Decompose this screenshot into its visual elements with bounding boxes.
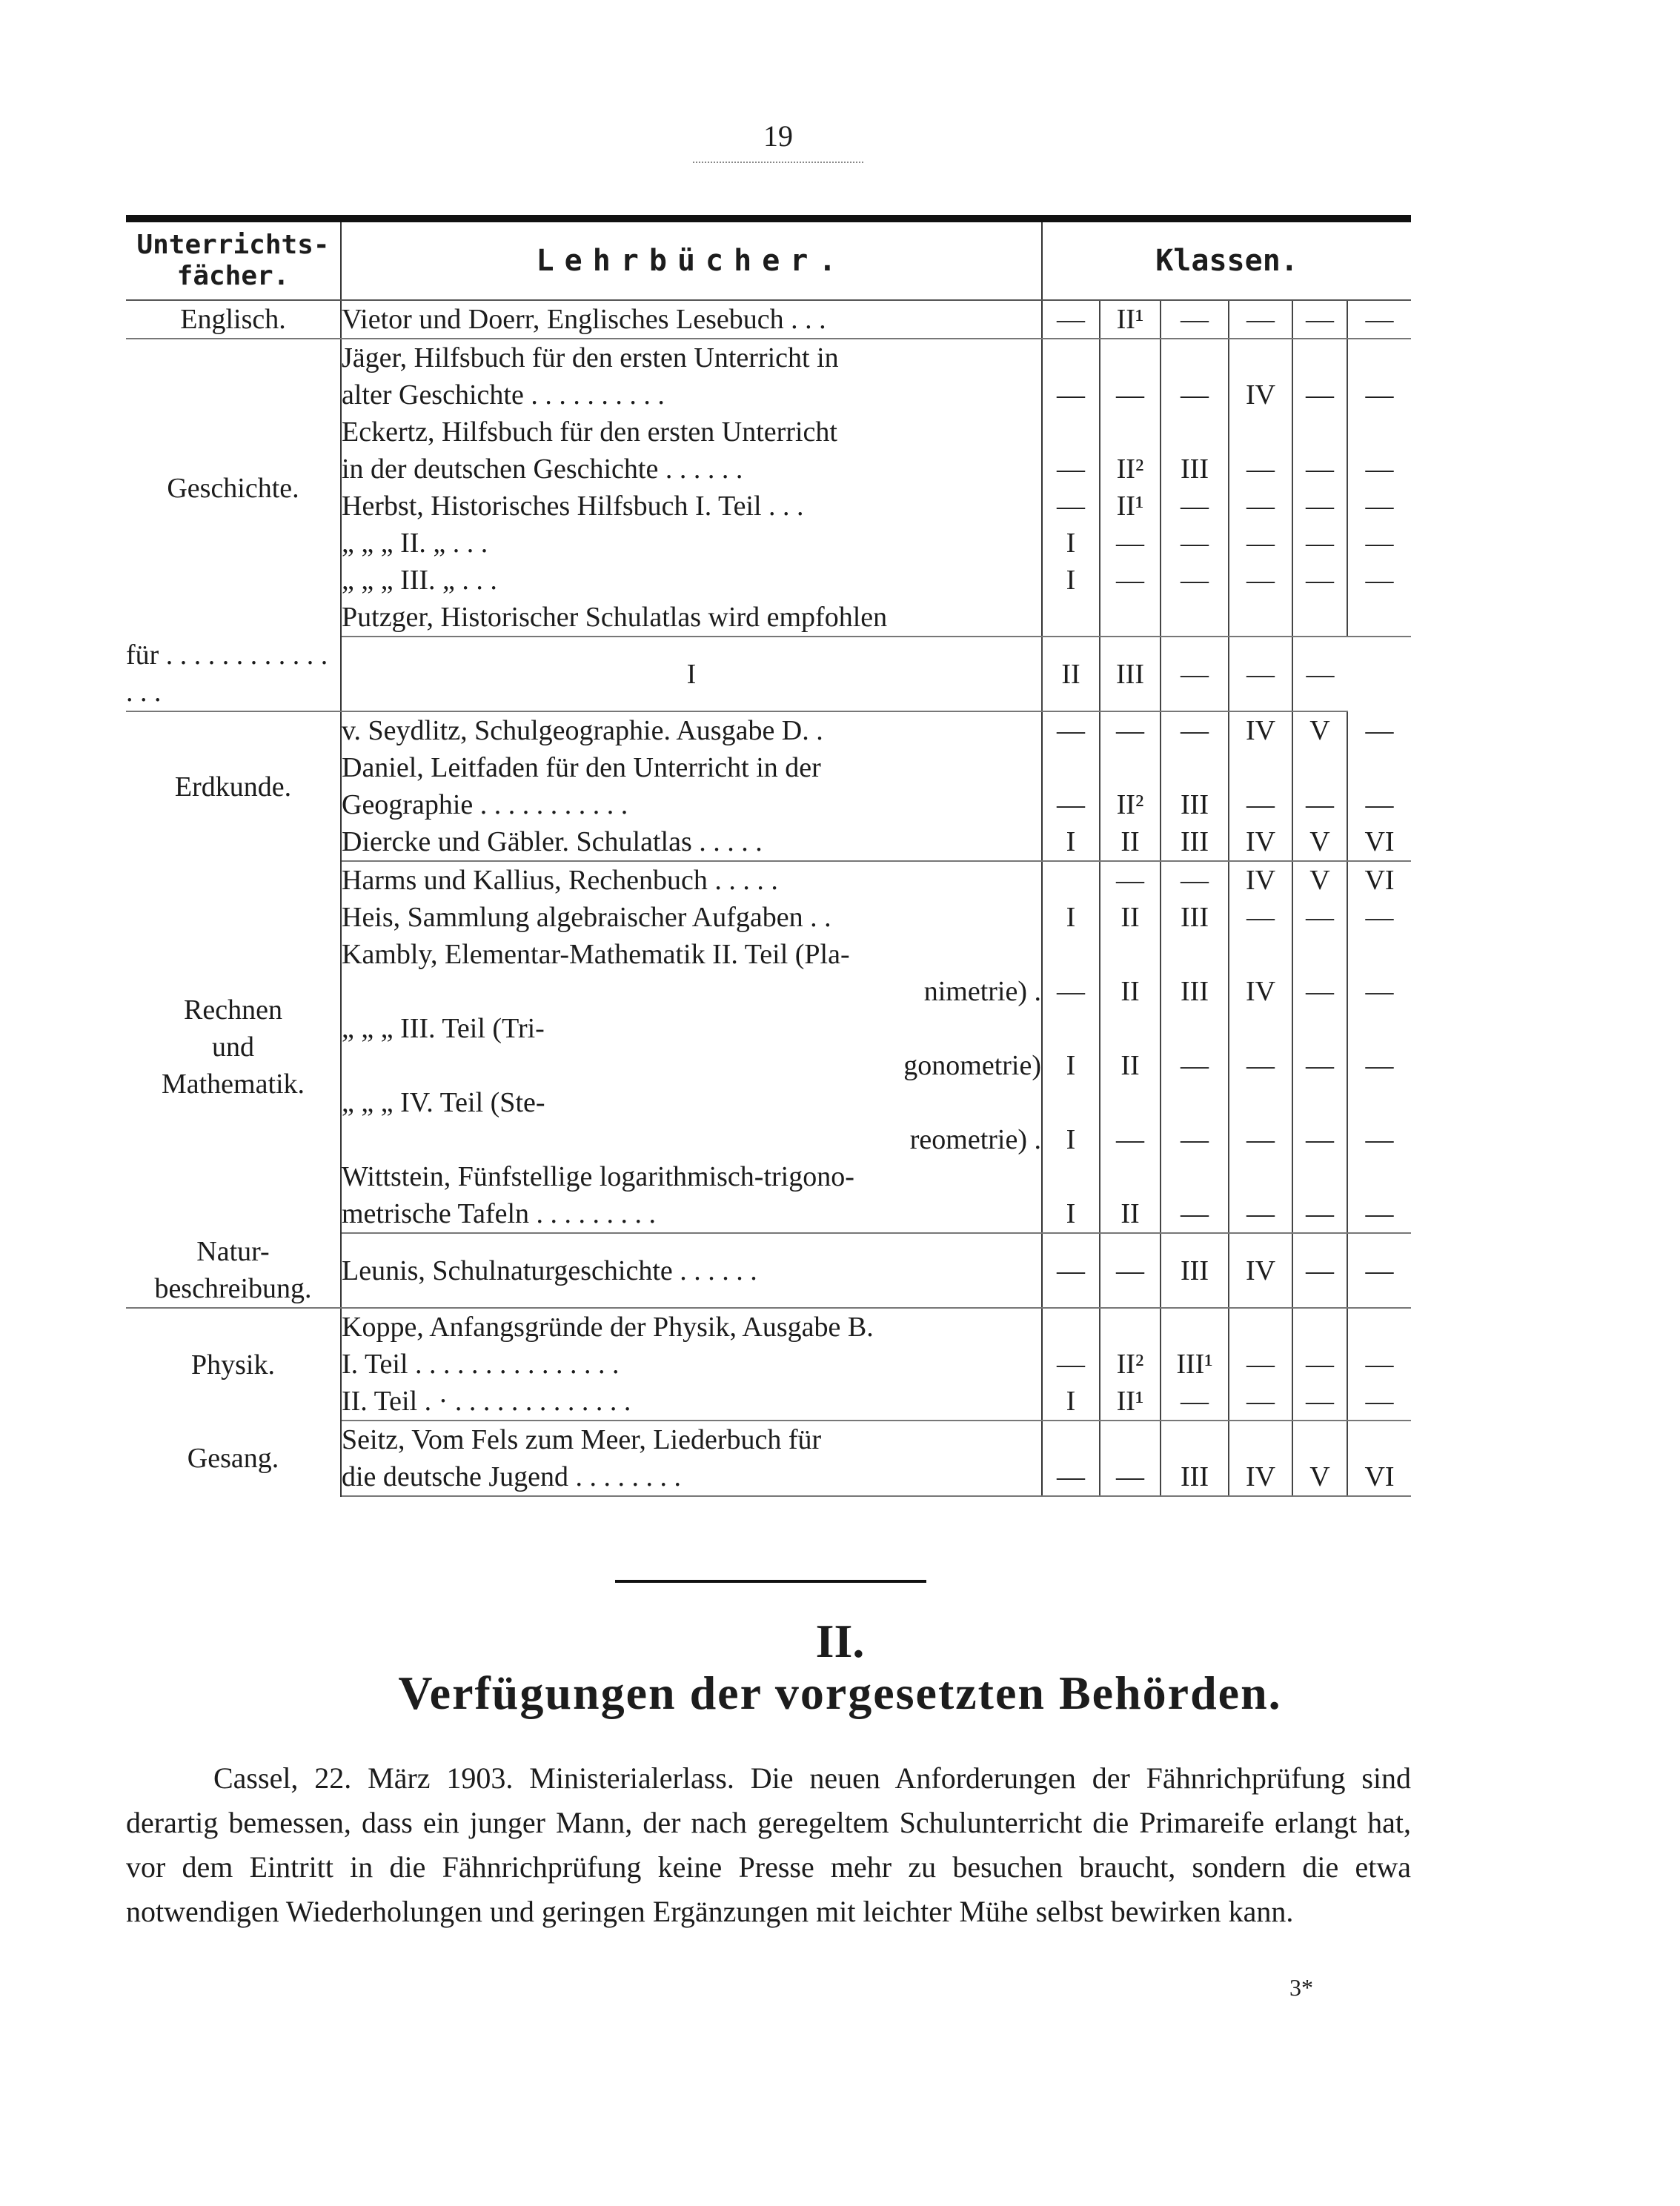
class-cell: —	[1161, 376, 1229, 413]
class-cell	[1100, 1010, 1161, 1047]
textbook-cell: für . . . . . . . . . . . . . . .	[126, 637, 341, 711]
class-cell: —	[1042, 300, 1100, 339]
class-cell: II	[1100, 1047, 1161, 1084]
class-cell	[1292, 599, 1347, 637]
class-cell: II¹	[1100, 300, 1161, 339]
class-cell: —	[1292, 1195, 1347, 1233]
class-cell: —	[1100, 525, 1161, 562]
class-cell: —	[1042, 1458, 1100, 1496]
table-top-rule	[126, 215, 1411, 222]
section-title: Verfügungen der vorgesetzten Behörden.	[398, 1667, 1282, 1719]
class-cell	[1042, 1084, 1100, 1121]
class-cell	[1042, 413, 1100, 451]
class-cell: —	[1161, 711, 1229, 749]
class-cell: V	[1292, 823, 1347, 861]
subject-cell: Gesang.	[126, 1421, 341, 1496]
class-cell: —	[1347, 1195, 1411, 1233]
table-row	[126, 1421, 1411, 1458]
textbook-cell: Eckertz, Hilfsbuch für den ersten Unterricht	[341, 413, 1042, 451]
class-cell	[1042, 936, 1100, 973]
class-cell	[1042, 1308, 1100, 1346]
decree-paragraph: Cassel, 22. März 1903. Ministerialerlass. Die neuen Anforderungen der Fähnrichprüfung sind derartig bemessen, dass ein junger Mann, der nach geregeltem Schulunterricht die Primareife erlangt hat, vor dem Eintritt in die Fähnrichprüfung keine Presse mehr zu besuchen braucht, sondern die etwa notwendigen Wiederholungen und geringen Ergänzungen mit leichter Mühe selbst bewirken kann.	[126, 1761, 1411, 1928]
class-cell	[1100, 339, 1161, 376]
textbook-cell: Geographie . . . . . . . . . . .	[341, 786, 1042, 823]
class-cell	[1229, 599, 1292, 637]
class-cell: II¹	[1100, 1383, 1161, 1421]
class-cell: IV	[1229, 376, 1292, 413]
class-cell: I	[341, 637, 1042, 711]
class-cell: —	[1042, 451, 1100, 488]
class-cell	[1292, 936, 1347, 973]
class-cell: —	[1292, 973, 1347, 1010]
class-cell	[1161, 599, 1229, 637]
class-cell: —	[1365, 491, 1394, 522]
class-cell	[1161, 1308, 1229, 1346]
textbook-cell: „ „ „ IV. Teil (Ste-	[341, 1084, 1042, 1121]
table-row	[126, 637, 1411, 711]
class-cell: —	[1365, 789, 1394, 820]
class-cell: —	[1292, 562, 1347, 599]
class-cell: —	[1042, 376, 1100, 413]
class-cell: III	[1161, 451, 1229, 488]
class-cell: —	[1042, 711, 1100, 749]
class-cell: II²	[1100, 1346, 1161, 1383]
class-cell: —	[1161, 1047, 1229, 1084]
class-cell: —	[1161, 488, 1229, 525]
class-cell: —	[1229, 1383, 1292, 1421]
class-cell: —	[1292, 1346, 1347, 1383]
class-cell: —	[1161, 1121, 1229, 1158]
class-cell: VI	[1364, 865, 1395, 896]
class-cell	[1229, 413, 1292, 451]
subject-cell: Natur- beschreibung.	[126, 1233, 341, 1308]
class-cell: —	[1161, 300, 1229, 339]
textbook-cell: Daniel, Leitfaden für den Unterricht in der	[341, 749, 1042, 786]
class-cell: IV	[1229, 711, 1292, 749]
class-cell	[1347, 1084, 1411, 1121]
class-cell: —	[1042, 1233, 1100, 1308]
class-cell: —	[1365, 565, 1394, 596]
class-cell: —	[1292, 1233, 1347, 1308]
textbook-cell: Koppe, Anfangsgründe der Physik, Ausgabe B.	[341, 1308, 1042, 1346]
class-cell: —	[1292, 1047, 1347, 1084]
class-cell	[1347, 413, 1411, 451]
class-cell: —	[1292, 525, 1347, 562]
class-cell	[1042, 1010, 1100, 1047]
class-cell: I	[1042, 1047, 1100, 1084]
textbook-cell: „ „ „ II. „ . . .	[341, 525, 1042, 562]
class-cell: I	[1042, 1195, 1100, 1233]
class-cell: —	[1042, 1346, 1100, 1383]
class-cell: —	[1229, 300, 1292, 339]
header-subjects: Unterrichts- fächer.	[126, 222, 341, 300]
class-cell	[1292, 1308, 1347, 1346]
class-cell	[1229, 339, 1292, 376]
class-cell	[1292, 1084, 1347, 1121]
class-cell: III	[1161, 1458, 1229, 1496]
class-cell	[1347, 1421, 1411, 1458]
table-body	[126, 300, 1411, 1496]
class-cell	[1347, 936, 1411, 973]
table-row	[126, 339, 1411, 376]
class-cell: —	[1100, 861, 1161, 899]
textbook-cell: I. Teil . . . . . . . . . . . . . . .	[341, 1346, 1042, 1383]
class-cell: III	[1161, 786, 1229, 823]
textbook-cell: Kambly, Elementar-Mathematik II. Teil (Pla-	[341, 936, 1042, 973]
section-divider	[615, 1580, 926, 1583]
class-cell: II	[1100, 823, 1161, 861]
subject-cell: Erdkunde.	[126, 711, 341, 861]
class-cell: —	[1365, 528, 1394, 559]
class-cell	[1229, 1308, 1292, 1346]
class-cell: —	[1347, 1233, 1411, 1308]
class-cell	[1347, 1010, 1411, 1047]
class-cell: —	[1292, 300, 1347, 339]
class-cell: —	[1229, 562, 1292, 599]
class-cell: —	[1229, 525, 1292, 562]
textbook-cell: Diercke und Gäbler. Schulatlas . . . . .	[341, 823, 1042, 861]
class-cell	[1347, 1158, 1411, 1195]
textbook-cell: nimetrie) .	[341, 973, 1042, 1010]
class-cell: I	[1042, 1383, 1100, 1421]
class-cell	[1161, 339, 1229, 376]
class-cell: II	[1100, 973, 1161, 1010]
class-cell	[1100, 1421, 1161, 1458]
class-cell	[1292, 413, 1347, 451]
class-cell: —	[1161, 637, 1229, 711]
textbook-cell: Harms und Kallius, Rechenbuch . . . . .	[341, 861, 1042, 899]
class-cell	[1100, 1308, 1161, 1346]
header-textbooks: Lehrbücher.	[341, 222, 1042, 300]
class-cell: I	[1042, 1121, 1100, 1158]
subject-cell: Physik.	[126, 1308, 341, 1421]
table-header-row	[126, 222, 1411, 300]
class-cell	[1161, 936, 1229, 973]
textbook-cell: Putzger, Historischer Schulatlas wird empfohlen	[341, 599, 1042, 637]
class-cell: II²	[1100, 451, 1161, 488]
class-cell: III	[1161, 823, 1229, 861]
class-cell: —	[1161, 1195, 1229, 1233]
class-cell: IV	[1229, 1458, 1292, 1496]
class-cell: —	[1292, 786, 1347, 823]
class-cell: —	[1042, 488, 1100, 525]
class-cell	[1100, 936, 1161, 973]
class-cell: IV	[1229, 973, 1292, 1010]
class-cell	[1347, 339, 1411, 376]
class-cell: III	[1100, 637, 1161, 711]
class-cell: —	[1365, 454, 1394, 485]
class-cell: —	[1292, 1121, 1347, 1158]
textbook-cell: Seitz, Vom Fels zum Meer, Liederbuch für	[341, 1421, 1042, 1458]
textbook-cell: Jäger, Hilfsbuch für den ersten Unterricht in	[341, 339, 1042, 376]
class-cell: —	[1161, 525, 1229, 562]
textbook-cell: „ „ „ III. Teil (Tri-	[341, 1010, 1042, 1047]
table-row	[126, 1233, 1411, 1308]
textbook-cell: Vietor und Doerr, Englisches Lesebuch . . .	[341, 300, 1042, 339]
class-cell	[1347, 749, 1411, 786]
class-cell: —	[1347, 300, 1411, 339]
class-cell: —	[1365, 976, 1394, 1007]
class-cell: IV	[1229, 823, 1292, 861]
class-cell: —	[1100, 1458, 1161, 1496]
textbook-cell: „ „ „ III. „ . . .	[341, 562, 1042, 599]
class-cell: —	[1100, 376, 1161, 413]
table-row	[126, 300, 1411, 339]
class-cell: —	[1229, 1195, 1292, 1233]
textbook-cell: Herbst, Historisches Hilfsbuch I. Teil . . .	[341, 488, 1042, 525]
class-cell: —	[1292, 376, 1347, 413]
class-cell: —	[1292, 899, 1347, 936]
class-cell: V	[1292, 861, 1347, 899]
textbook-cell: die deutsche Jugend . . . . . . . .	[341, 1458, 1042, 1496]
class-cell	[1100, 599, 1161, 637]
textbook-cell: gonometrie)	[341, 1047, 1042, 1084]
class-cell	[1229, 936, 1292, 973]
class-cell: II¹	[1100, 488, 1161, 525]
class-cell: —	[1161, 861, 1229, 899]
textbook-cell: Wittstein, Fünfstellige logarithmisch-trigono-	[341, 1158, 1042, 1195]
class-cell: —	[1161, 562, 1229, 599]
class-cell: I	[1042, 562, 1100, 599]
class-cell: —	[1292, 488, 1347, 525]
class-cell: III	[1161, 1233, 1229, 1308]
class-cell	[1161, 1421, 1229, 1458]
class-cell	[1229, 749, 1292, 786]
class-cell: —	[1365, 1124, 1394, 1155]
class-cell: I	[1042, 525, 1100, 562]
textbook-cell: Heis, Sammlung algebraischer Aufgaben . .	[341, 899, 1042, 936]
class-cell: —	[1292, 1383, 1347, 1421]
class-cell: —	[1100, 562, 1161, 599]
class-cell	[1292, 1010, 1347, 1047]
class-cell: V	[1292, 711, 1347, 749]
class-cell: II	[1100, 899, 1161, 936]
class-cell	[1100, 413, 1161, 451]
class-cell	[1042, 1421, 1100, 1458]
class-cell: —	[1347, 1383, 1411, 1421]
class-cell: III¹	[1161, 1346, 1229, 1383]
class-cell: IV	[1229, 861, 1292, 899]
class-cell: —	[1100, 1233, 1161, 1308]
class-cell	[1229, 1421, 1292, 1458]
class-cell: —	[1365, 902, 1394, 933]
class-cell	[1042, 1158, 1100, 1195]
header-classes: Klassen.	[1042, 222, 1411, 300]
class-cell	[1161, 1084, 1229, 1121]
class-cell	[1161, 413, 1229, 451]
textbook-cell: in der deutschen Geschichte . . . . . .	[341, 451, 1042, 488]
class-cell	[1292, 749, 1347, 786]
class-cell	[1292, 1421, 1347, 1458]
textbook-cell: alter Geschichte . . . . . . . . . .	[341, 376, 1042, 413]
class-cell: —	[1229, 451, 1292, 488]
table-row	[126, 861, 1411, 899]
class-cell: —	[1229, 488, 1292, 525]
class-cell	[1347, 599, 1411, 637]
class-cell: III	[1161, 899, 1229, 936]
class-cell	[1229, 1010, 1292, 1047]
class-cell: II	[1100, 1195, 1161, 1233]
class-cell: I	[1042, 899, 1100, 936]
class-cell: —	[1292, 637, 1347, 711]
class-cell	[1161, 1158, 1229, 1195]
class-cell: II	[1042, 637, 1100, 711]
subject-cell: Rechnen und Mathematik.	[126, 861, 341, 1233]
class-cell: IV	[1229, 1233, 1292, 1308]
textbook-cell: metrische Tafeln . . . . . . . . .	[341, 1195, 1042, 1233]
class-cell: —	[1100, 711, 1161, 749]
table-row	[126, 711, 1411, 749]
class-cell: —	[1229, 637, 1292, 711]
class-cell: —	[1042, 786, 1100, 823]
class-cell: —	[1365, 1050, 1394, 1081]
class-cell	[1229, 1084, 1292, 1121]
section-number: II.	[815, 1615, 865, 1667]
class-cell: —	[1229, 1047, 1292, 1084]
class-cell: —	[1229, 899, 1292, 936]
class-cell: —	[1365, 1349, 1394, 1380]
class-cell: —	[1365, 714, 1394, 746]
class-cell: III	[1161, 973, 1229, 1010]
page-number-ornament	[693, 162, 863, 163]
class-cell: —	[1229, 1121, 1292, 1158]
class-cell: II²	[1100, 786, 1161, 823]
class-cell	[1292, 339, 1347, 376]
textbook-cell: II. Teil . · . . . . . . . . . . . . .	[341, 1383, 1042, 1421]
textbook-cell: v. Seydlitz, Schulgeographie. Ausgabe D. .	[341, 711, 1042, 749]
class-cell	[1292, 1158, 1347, 1195]
class-cell: —	[1292, 451, 1347, 488]
class-cell	[1347, 1308, 1411, 1346]
class-cell: —	[1365, 379, 1394, 411]
class-cell	[1161, 749, 1229, 786]
class-cell: —	[1042, 973, 1100, 1010]
class-cell: VI	[1347, 823, 1411, 861]
class-cell: —	[1229, 1346, 1292, 1383]
class-cell	[1042, 861, 1100, 899]
class-cell	[1042, 749, 1100, 786]
class-cell	[1100, 1158, 1161, 1195]
signature-mark: 3*	[1289, 1974, 1313, 2001]
class-cell: —	[1100, 1121, 1161, 1158]
class-cell	[1161, 1010, 1229, 1047]
subject-cell: Geschichte.	[126, 339, 341, 637]
class-cell: I	[1042, 823, 1100, 861]
textbook-cell: reometrie) .	[341, 1121, 1042, 1158]
class-cell: VI	[1347, 1458, 1411, 1496]
table-row	[126, 1308, 1411, 1346]
class-cell: —	[1161, 1383, 1229, 1421]
class-cell	[1042, 599, 1100, 637]
class-cell	[1100, 749, 1161, 786]
class-cell	[1100, 1084, 1161, 1121]
class-cell	[1229, 1158, 1292, 1195]
textbook-table	[126, 222, 1411, 1497]
page-number: 19	[763, 119, 793, 153]
class-cell: V	[1292, 1458, 1347, 1496]
class-cell	[1042, 339, 1100, 376]
subject-cell: Englisch.	[126, 300, 341, 339]
class-cell: —	[1229, 786, 1292, 823]
textbook-cell: Leunis, Schulnaturgeschichte . . . . . .	[341, 1233, 1042, 1308]
